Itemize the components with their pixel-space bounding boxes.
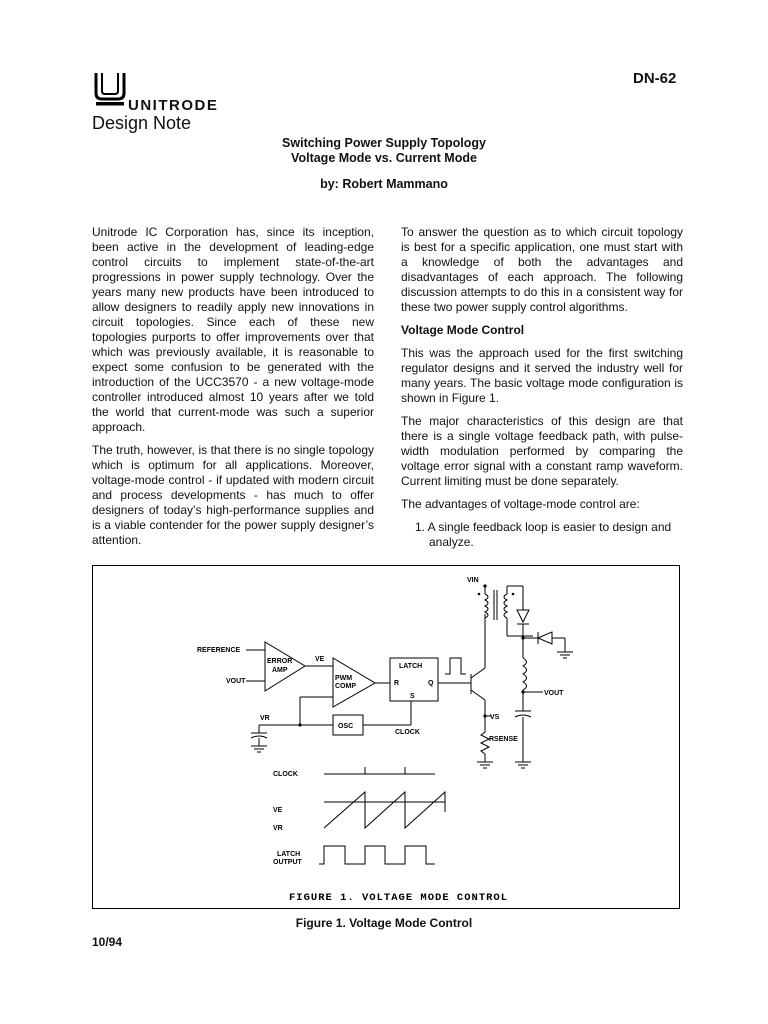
doc-id: DN-62	[633, 70, 677, 87]
label-vout-out: VOUT	[544, 690, 564, 697]
latch-output-waveform	[319, 846, 435, 864]
label-pwm-comp: PWM	[335, 675, 353, 682]
figure-title: FIGURE 1. VOLTAGE MODE CONTROL	[289, 892, 509, 904]
paragraph: The advantages of voltage-mode control are:	[401, 497, 640, 511]
label-latch: LATCH	[399, 663, 423, 670]
title-line-1: Switching Power Supply Topology	[282, 136, 486, 150]
label-vin: VIN	[467, 577, 479, 584]
circuit-diagram	[93, 566, 681, 910]
list-item: 1. A single feedback loop is easier to design and analyze.	[415, 520, 672, 549]
label-clock-wave: CLOCK	[273, 771, 298, 778]
label-error-amp: ERROR	[267, 658, 293, 665]
paragraph: This was the approach used for the first switching regulator designs and it served the industry well for many years. The basic voltage mode configuration is shown in Figure 1.	[401, 346, 683, 405]
label-r: R	[394, 680, 400, 687]
label-osc: OSC	[338, 723, 354, 730]
paragraph: Unitrode IC Corporation has, since its inception, been active in the development of leading-edge control circuits to implement state-of-the-art progressions in power supply technology. Over the years many new products have been introduced to allow designers to readily apply new innovations in circuit topologies. Since each of these new topologies purports to offer improvements over that which was previously available, it is reasonable to expect some confusion to be generated with the introduction of the UCC3570 - a new voltage-mode controller introduced almost 10 years after we told the world that current-mode was such a superior approach.	[92, 225, 374, 434]
label-error-amp: AMP	[272, 667, 288, 674]
figure-caption: Figure 1. Voltage Mode Control	[295, 916, 473, 930]
label-latch-output: OUTPUT	[273, 859, 302, 866]
design-note-label: Design Note	[92, 113, 192, 133]
author: by: Robert Mammano	[320, 177, 448, 191]
right-column	[401, 225, 683, 558]
paragraph: To answer the question as to which circuit topology is best for a specific application, one must start with a knowledge of both the advantages and disadvantages of each approach. The following discussion attempts to do this in a consistent way for these two power supply control algorithms.	[401, 225, 683, 314]
subheading: Voltage Mode Control	[401, 323, 525, 337]
label-q: Q	[428, 680, 434, 687]
label-reference: REFERENCE	[197, 647, 241, 654]
label-ve-wave: VE	[273, 807, 283, 814]
paragraph: The truth, however, is that there is no single topology which is optimum for all applications. Moreover, voltage-mode control - if updated with modern circuit and process developments - has much to offer designers of today’s high-performance supplies and is a viable contender for the power supply designer’s attention.	[92, 443, 374, 547]
title-line-2: Voltage Mode vs. Current Mode	[291, 151, 477, 165]
label-vr: VR	[260, 715, 270, 722]
label-vs: VS	[490, 714, 500, 721]
label-clock: CLOCK	[395, 729, 420, 736]
figure-1	[92, 565, 680, 909]
label-s: S	[410, 693, 415, 700]
left-column	[92, 225, 374, 556]
paragraph: The major characteristics of this design are that there is a single voltage feedback path, with pulse-width modulation performed by comparing the voltage error signal with a constant ramp waveform. Current limiting must be done separately.	[401, 414, 683, 488]
label-vr-wave: VR	[273, 825, 283, 832]
label-vout-in: VOUT	[226, 678, 246, 685]
brand-name: UNITRODE	[128, 97, 219, 114]
label-ve: VE	[315, 656, 325, 663]
vr-ramp-waveform	[324, 792, 445, 828]
label-latch-output: LATCH	[277, 851, 301, 858]
label-rsense: RSENSE	[489, 736, 518, 743]
footer-date: 10/94	[92, 935, 123, 949]
label-pwm-comp: COMP	[335, 683, 356, 690]
